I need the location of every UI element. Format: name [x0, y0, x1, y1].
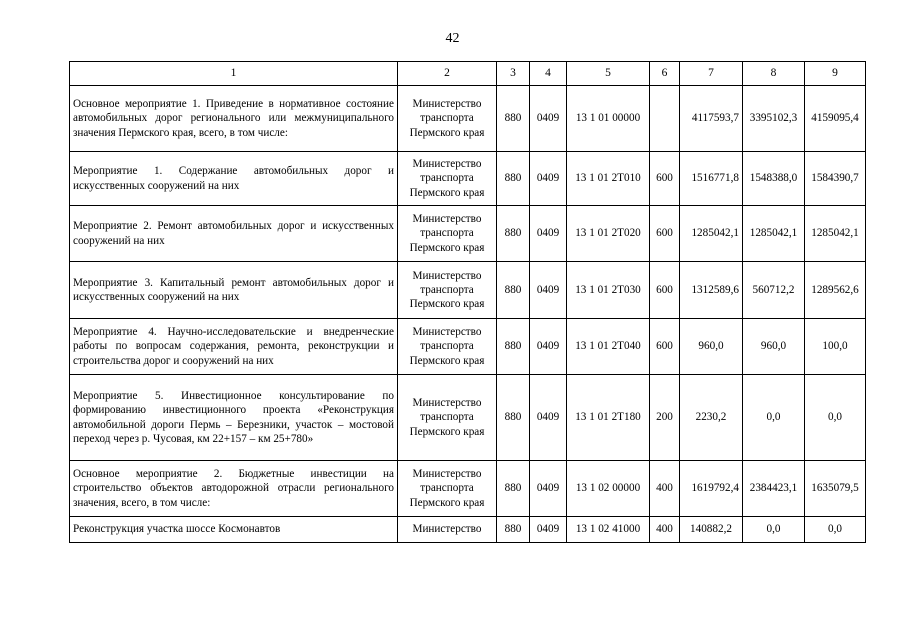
header-col-3: 3	[497, 62, 530, 86]
table-row	[70, 152, 866, 206]
ministry-code: 880	[497, 319, 530, 375]
target-article-code: 13 1 01 2Т040	[567, 319, 650, 375]
amount-col-8: 960,0	[743, 319, 805, 375]
header-col-4: 4	[530, 62, 567, 86]
responsible-ministry: Министерство транспорта Пермского края	[398, 461, 497, 517]
header-col-1: 1	[70, 62, 398, 86]
amount-col-9: 1289562,6	[805, 262, 866, 319]
responsible-ministry: Министерство транспорта Пермского края	[398, 152, 497, 206]
expense-type-code	[650, 86, 680, 152]
responsible-ministry: Министерство	[398, 517, 497, 543]
ministry-code: 880	[497, 262, 530, 319]
expense-type-code: 600	[650, 152, 680, 206]
expense-type-code: 200	[650, 375, 680, 461]
amount-col-9: 0,0	[805, 375, 866, 461]
responsible-ministry: Министерство транспорта Пермского края	[398, 262, 497, 319]
activity-description: Мероприятие 3. Капитальный ремонт автомобильных дорог и искусственных сооружений на них	[70, 262, 398, 319]
amount-col-7: 1312589,6	[680, 262, 743, 319]
ministry-code: 880	[497, 461, 530, 517]
section-code: 0409	[530, 86, 567, 152]
table-row	[70, 517, 866, 543]
amount-col-9: 100,0	[805, 319, 866, 375]
section-code: 0409	[530, 517, 567, 543]
header-col-8: 8	[743, 62, 805, 86]
expense-type-code: 400	[650, 517, 680, 543]
budget-table	[69, 61, 866, 543]
amount-col-9: 1285042,1	[805, 206, 866, 262]
amount-col-7: 4117593,7	[680, 86, 743, 152]
target-article-code: 13 1 02 41000	[567, 517, 650, 543]
amount-col-9: 1584390,7	[805, 152, 866, 206]
amount-col-9: 4159095,4	[805, 86, 866, 152]
header-row	[70, 62, 866, 86]
table-row	[70, 206, 866, 262]
header-col-6: 6	[650, 62, 680, 86]
expense-type-code: 600	[650, 206, 680, 262]
page-number: 42	[445, 31, 460, 46]
activity-description: Реконструкция участка шоссе Космонавтов	[70, 517, 398, 543]
section-code: 0409	[530, 152, 567, 206]
activity-description: Мероприятие 1. Содержание автомобильных дорог и искусственных сооружений на них	[70, 152, 398, 206]
ministry-code: 880	[497, 206, 530, 262]
activity-description: Основное мероприятие 1. Приведение в нормативное состояние автомобильных дорог регионального или межмуниципального значения Пермского края, всего, в том числе:	[70, 86, 398, 152]
header-col-9: 9	[805, 62, 866, 86]
ministry-code: 880	[497, 152, 530, 206]
amount-col-7: 1619792,4	[680, 461, 743, 517]
expense-type-code: 600	[650, 262, 680, 319]
header-col-2: 2	[398, 62, 497, 86]
expense-type-code: 400	[650, 461, 680, 517]
amount-col-7: 140882,2	[680, 517, 743, 543]
expense-type-code: 600	[650, 319, 680, 375]
amount-col-8: 1285042,1	[743, 206, 805, 262]
target-article-code: 13 1 01 2Т180	[567, 375, 650, 461]
amount-col-8: 3395102,3	[743, 86, 805, 152]
header-col-7: 7	[680, 62, 743, 86]
activity-description: Мероприятие 4. Научно-исследовательские и внедренческие работы по вопросам содержания, ремонта, реконструкции и строительства дорог и сооружений на них	[70, 319, 398, 375]
amount-col-8: 2384423,1	[743, 461, 805, 517]
amount-col-7: 960,0	[680, 319, 743, 375]
responsible-ministry: Министерство транспорта Пермского края	[398, 86, 497, 152]
table-row	[70, 461, 866, 517]
amount-col-7: 2230,2	[680, 375, 743, 461]
amount-col-8: 560712,2	[743, 262, 805, 319]
ministry-code: 880	[497, 517, 530, 543]
amount-col-8: 1548388,0	[743, 152, 805, 206]
section-code: 0409	[530, 262, 567, 319]
table-row	[70, 262, 866, 319]
table-row	[70, 86, 866, 152]
responsible-ministry: Министерство транспорта Пермского края	[398, 375, 497, 461]
table-row	[70, 375, 866, 461]
activity-description: Мероприятие 5. Инвестиционное консультирование по формированию инвестиционного проекта «Реконструкция автомобильной дороги Пермь – Березники, участок – мостовой переход через р. Чусовая, км 22+157 – км 25+780»	[70, 375, 398, 461]
amount-col-9: 0,0	[805, 517, 866, 543]
amount-col-7: 1285042,1	[680, 206, 743, 262]
ministry-code: 880	[497, 86, 530, 152]
ministry-code: 880	[497, 375, 530, 461]
target-article-code: 13 1 01 00000	[567, 86, 650, 152]
target-article-code: 13 1 01 2Т020	[567, 206, 650, 262]
responsible-ministry: Министерство транспорта Пермского края	[398, 206, 497, 262]
amount-col-9: 1635079,5	[805, 461, 866, 517]
table-row	[70, 319, 866, 375]
section-code: 0409	[530, 375, 567, 461]
section-code: 0409	[530, 319, 567, 375]
activity-description: Мероприятие 2. Ремонт автомобильных дорог и искусственных сооружений на них	[70, 206, 398, 262]
responsible-ministry: Министерство транспорта Пермского края	[398, 319, 497, 375]
header-col-5: 5	[567, 62, 650, 86]
target-article-code: 13 1 01 2Т030	[567, 262, 650, 319]
section-code: 0409	[530, 206, 567, 262]
section-code: 0409	[530, 461, 567, 517]
target-article-code: 13 1 02 00000	[567, 461, 650, 517]
amount-col-8: 0,0	[743, 375, 805, 461]
amount-col-8: 0,0	[743, 517, 805, 543]
target-article-code: 13 1 01 2Т010	[567, 152, 650, 206]
amount-col-7: 1516771,8	[680, 152, 743, 206]
activity-description: Основное мероприятие 2. Бюджетные инвестиции на строительство объектов автодорожной отрасли регионального значения, всего, в том числе:	[70, 461, 398, 517]
